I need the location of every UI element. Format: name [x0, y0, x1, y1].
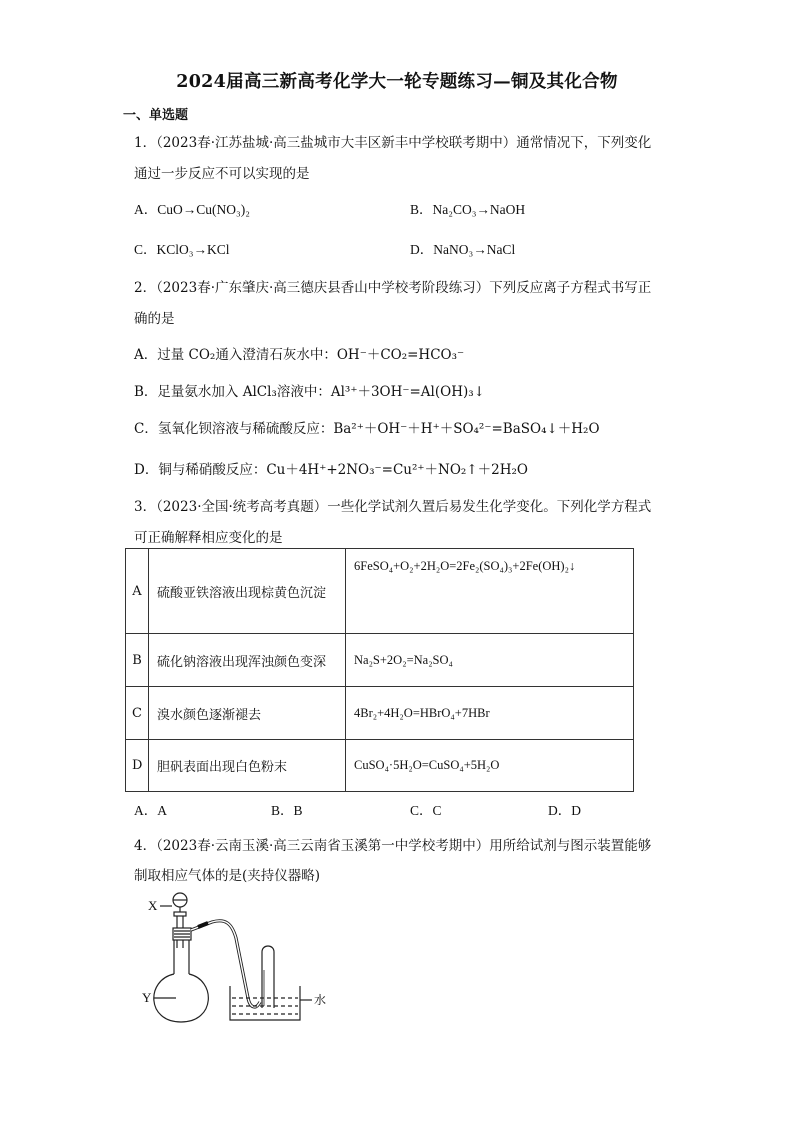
q4-stem-line2: 制取相应气体的是(夹持仪器略) [134, 868, 321, 884]
q3-stem-line2: 可正确解释相应变化的是 [134, 530, 283, 546]
row-equation: CuSO₄·5H₂O=CuSO₄+5H₂O [346, 740, 634, 792]
q3-table [125, 548, 634, 792]
q1-stem-line1: 1．（2023春·江苏盐城·高三盐城市大丰区新丰中学校联考期中）通常情况下，下列变化 [134, 135, 652, 151]
row-description: 硫酸亚铁溶液出现棕黄色沉淀 [149, 549, 346, 634]
label-water: 水 [314, 993, 327, 1007]
q1-option-d: D．NaNO₃→NaCl [410, 242, 516, 257]
label-x: X [148, 898, 158, 913]
label-y: Y [142, 990, 152, 1005]
q3-option-d: D．D [548, 803, 581, 818]
row-label: D [126, 740, 149, 792]
q1-option-b: B．Na₂CO₃→NaOH [410, 202, 526, 217]
q2-option-d: D．铜与稀硝酸反应：Cu＋4H⁺+2NO₃⁻=Cu²⁺＋NO₂↑＋2H₂O [134, 462, 528, 478]
q2-stem-line1: 2．（2023春·广东肇庆·高三德庆县香山中学校考阶段练习）下列反应离子方程式书写正 [134, 280, 652, 296]
table-row [126, 687, 634, 740]
q3-stem-line1: 3．（2023·全国·统考高考真题）一些化学试剂久置后易发生化学变化。下列化学方程式 [134, 499, 652, 515]
q1-stem-line2: 通过一步反应不可以实现的是 [134, 166, 310, 182]
row-description: 硫化钠溶液出现浑浊颜色变深 [149, 634, 346, 687]
q1-option-a: A．CuO→Cu(NO₃)₂ [134, 202, 250, 217]
row-equation: Na₂S+2O₂=Na₂SO₄ [346, 634, 634, 687]
q2-option-b: B．足量氨水加入 AlCl₃溶液中：Al³⁺＋3OH⁻=Al(OH)₃↓ [134, 384, 485, 400]
row-label: C [126, 687, 149, 740]
table-row [126, 740, 634, 792]
row-label: A [126, 549, 149, 634]
q4-stem-line1: 4．（2023春·云南玉溪·高三云南省玉溪第一中学校考期中）用所给试剂与图示装置能够 [134, 838, 652, 854]
q3-option-a: A．A [134, 803, 167, 818]
table-row [126, 634, 634, 687]
page-title: 2024届高三新高考化学大一轮专题练习—铜及其化合物 [176, 72, 618, 92]
row-description: 胆矾表面出现白色粉末 [149, 740, 346, 792]
q3-option-b: B．B [271, 803, 303, 818]
q3-option-c: C．C [410, 803, 442, 818]
q2-option-a: A．过量 CO₂通入澄清石灰水中：OH⁻＋CO₂=HCO₃⁻ [134, 347, 465, 363]
row-equation: 4Br₂+4H₂O=HBrO₄+7HBr [346, 687, 634, 740]
table-row [126, 549, 634, 634]
section-heading: 一、单选题 [123, 108, 189, 123]
q2-option-c: C．氢氧化钡溶液与稀硫酸反应：Ba²⁺＋OH⁻＋H⁺＋SO₄²⁻=BaSO₄↓＋H₂O [134, 421, 600, 437]
row-equation: 6FeSO₄+O₂+2H₂O=2Fe₂(SO₄)₃+2Fe(OH)₂↓ [346, 549, 634, 634]
row-label: B [126, 634, 149, 687]
q2-stem-line2: 确的是 [134, 311, 175, 327]
gas-apparatus-diagram [140, 890, 340, 1030]
q1-option-c: C．KClO₃→KCl [134, 242, 230, 257]
row-description: 溴水颜色逐渐褪去 [149, 687, 346, 740]
